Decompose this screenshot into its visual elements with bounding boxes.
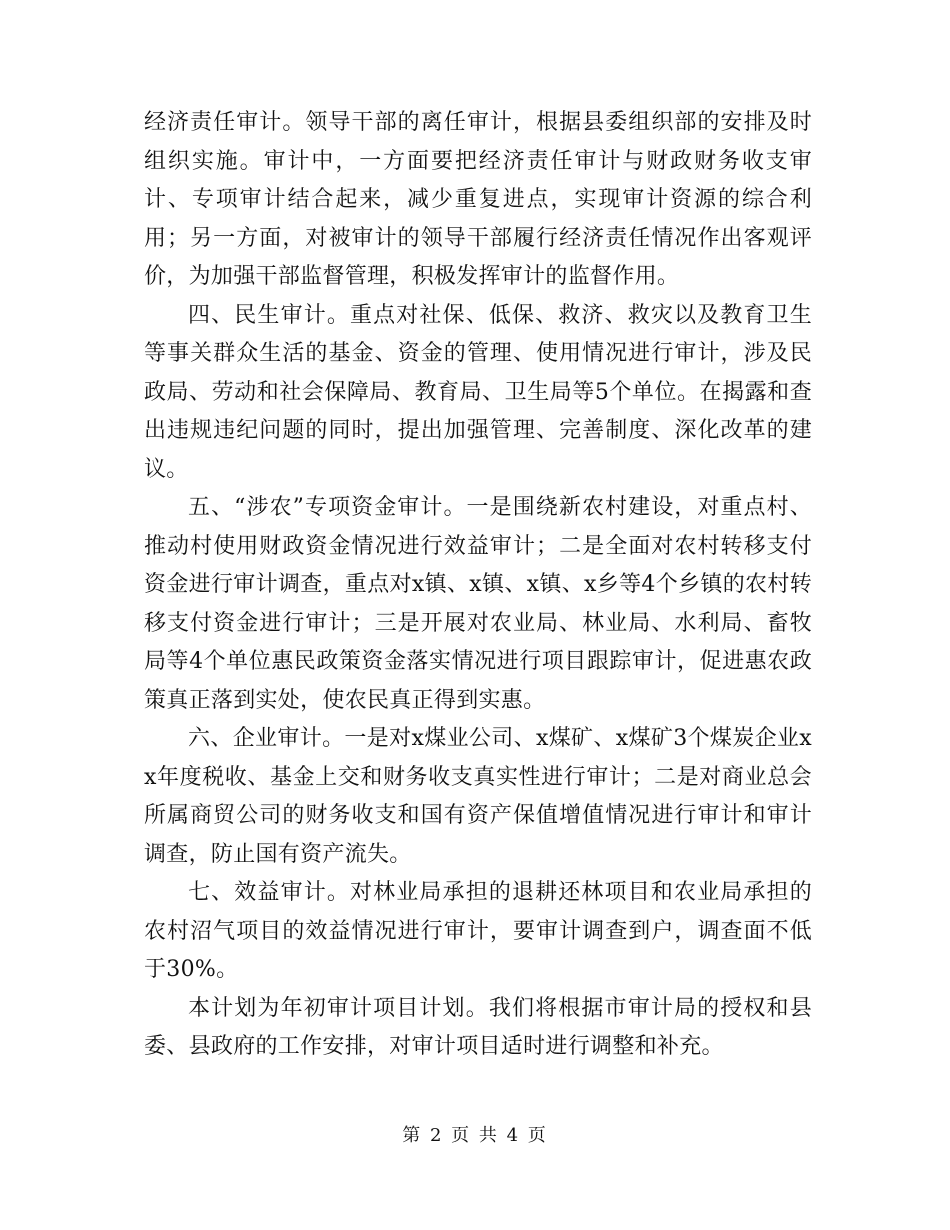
paragraph-enterprise-audit: 六、企业审计。一是对x煤业公司、x煤矿、x煤矿3个煤炭企业xx年度税收、基金上交和财务收支真实性进行审计；二是对商业总会所属商贸公司的财务收支和国有资产保值增值情况进行审计和审计调查，防止国有资产流失。 (144, 726, 812, 867)
paragraph-livelihood-audit: 四、民生审计。重点对社保、低保、救济、救灾以及教育卫生等事关群众生活的基金、资金的管理、使用情况进行审计，涉及民政局、劳动和社会保障局、教育局、卫生局等5个单位。在揭露和查出违规违纪问题的同时，提出加强管理、完善制度、深化改革的建议。 (144, 302, 812, 482)
document-body (144, 104, 812, 1067)
page-number-footer: 第 2 页 共 4 页 (402, 1125, 548, 1146)
paragraph-agriculture-fund-audit: 五、“涉农”专项资金审计。一是围绕新农村建设，对重点村、推动村使用财政资金情况进行效益审计；二是全面对农村转移支付资金进行审计调查，重点对x镇、x镇、x镇、x乡等4个乡镇的农村转移支付资金进行审计；三是开展对农业局、林业局、水利局、畜牧局等4个单位惠民政策资金落实情况进行项目跟踪审计，促进惠农政策真正落到实处，使农民真正得到实惠。 (144, 495, 812, 713)
paragraph-plan-note: 本计划为年初审计项目计划。我们将根据市审计局的授权和县委、县政府的工作安排，对审计项目适时进行调整和补充。 (144, 995, 812, 1059)
paragraph-economic-responsibility-audit: 经济责任审计。领导干部的离任审计，根据县委组织部的安排及时组织实施。审计中，一方面要把经济责任审计与财政财务收支审计、专项审计结合起来，减少重复进点，实现审计资源的综合利用；另一方面，对被审计的领导干部履行经济责任情况作出客观评价，为加强干部监督管理，积极发挥审计的监督作用。 (144, 110, 812, 289)
paragraph-efficiency-audit: 七、效益审计。对林业局承担的退耕还林项目和农业局承担的农村沼气项目的效益情况进行审计，要审计调查到户，调查面不低于30%。 (144, 880, 812, 982)
